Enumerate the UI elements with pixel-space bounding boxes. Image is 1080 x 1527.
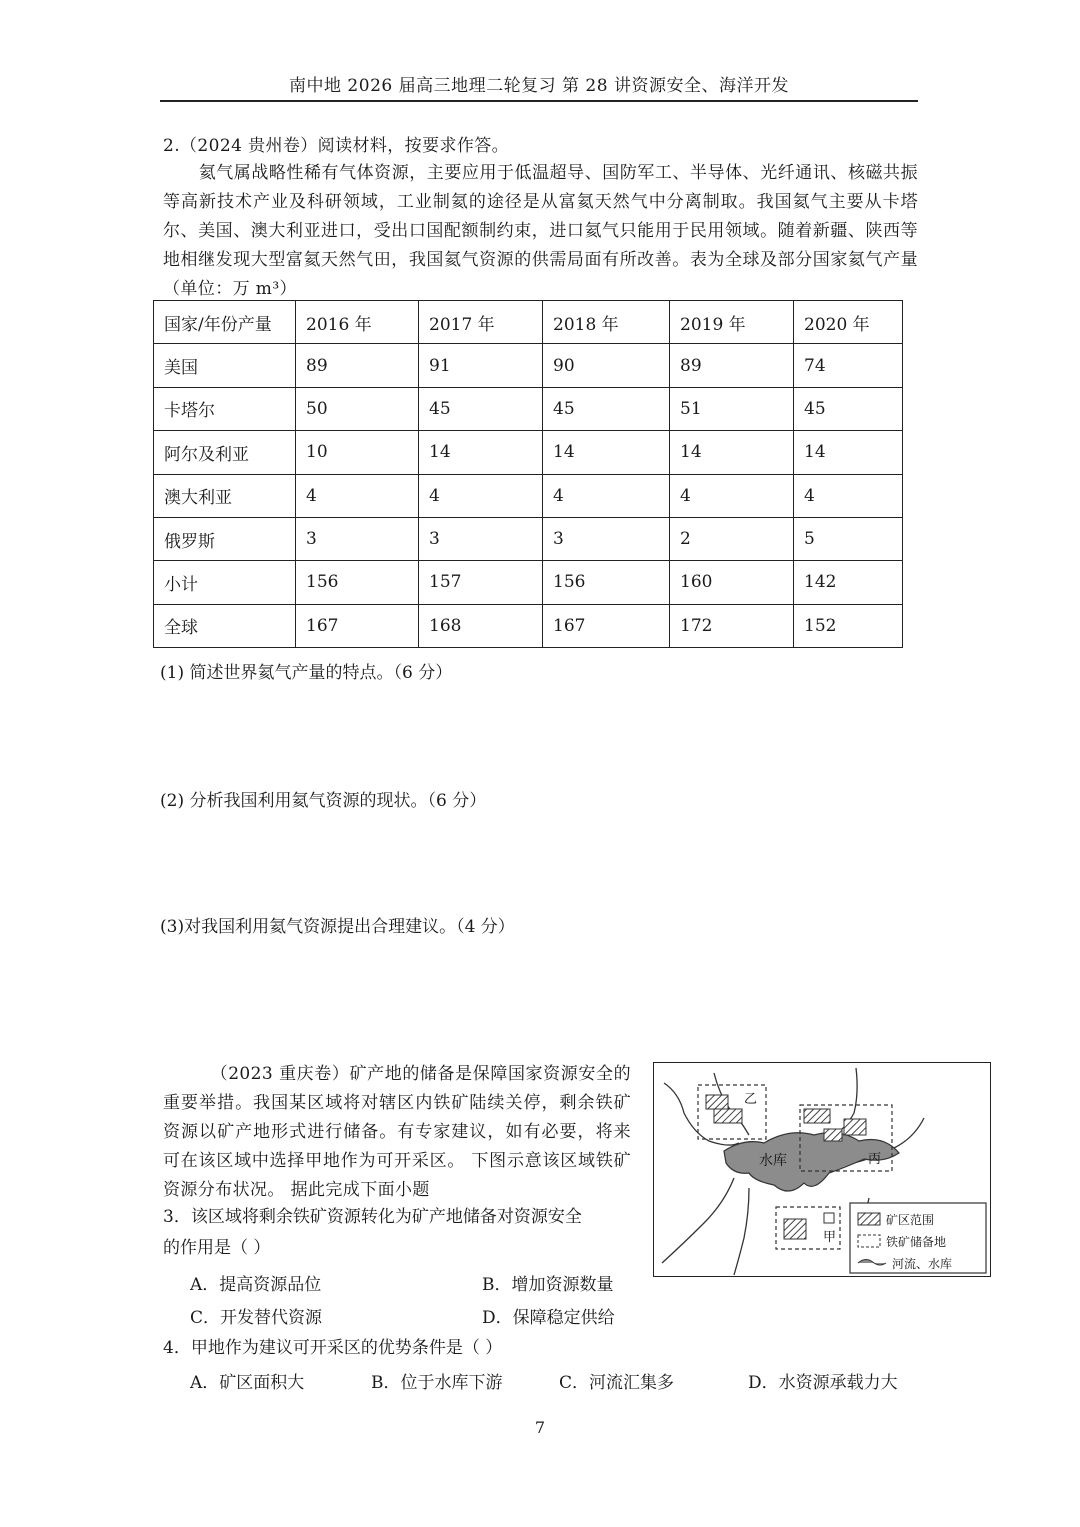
table-header-cell: 国家/年份产量 <box>154 301 296 344</box>
question-3-stem-line-2: 的作用是（ ） <box>163 1238 271 1258</box>
table-cell: 4 <box>670 474 794 517</box>
table-cell: 全球 <box>154 604 296 647</box>
table-cell: 14 <box>794 431 903 474</box>
question-2-title: 2.（2024 贵州卷）阅读材料，按要求作答。 <box>163 136 510 156</box>
mine-area <box>784 1219 806 1239</box>
mine-area <box>844 1119 866 1135</box>
table-cell: 89 <box>296 344 419 387</box>
question-4-stem: 4．甲地作为建议可开采区的优势条件是（ ） <box>163 1338 503 1358</box>
table-cell: 14 <box>543 431 670 474</box>
table-cell: 142 <box>794 561 903 604</box>
table-header-row <box>154 301 903 344</box>
table-cell: 14 <box>670 431 794 474</box>
table-cell: 4 <box>296 474 419 517</box>
mine-area <box>706 1095 728 1109</box>
table-cell: 小计 <box>154 561 296 604</box>
legend-mine-label: 矿区范围 <box>886 1213 935 1227</box>
table-cell: 3 <box>296 517 419 560</box>
table-cell: 3 <box>419 517 543 560</box>
table-row <box>154 561 903 604</box>
table-cell: 156 <box>543 561 670 604</box>
table-cell: 3 <box>543 517 670 560</box>
table-cell: 5 <box>794 517 903 560</box>
table-cell: 澳大利亚 <box>154 474 296 517</box>
table-header-cell: 2019 年 <box>670 301 794 344</box>
question-3-option-d[interactable]: D．保障稳定供给 <box>482 1308 615 1328</box>
table-cell: 45 <box>419 387 543 430</box>
table-cell: 156 <box>296 561 419 604</box>
table-row <box>154 604 903 647</box>
table-cell: 2 <box>670 517 794 560</box>
table-cell: 4 <box>794 474 903 517</box>
passage-2-intro: （2023 重庆卷）矿产地的储备是保障国家资源安全的重要举措。我国某区域将对辖区内铁矿陆续关停，剩余铁矿资源以矿产地形式进行储备。有专家建议，如有必要，将来可在该区域中选择甲地作为可开采区。 下图示意该区域铁矿资源分布状况。 据此完成下面小题 <box>163 1064 631 1200</box>
table-header-cell: 2017 年 <box>419 301 543 344</box>
mine-area <box>824 1129 842 1141</box>
table-cell: 阿尔及利亚 <box>154 431 296 474</box>
table-cell: 50 <box>296 387 419 430</box>
table-row <box>154 431 903 474</box>
site-yi-label: 乙 <box>744 1092 758 1107</box>
helium-production-table <box>153 300 903 648</box>
iron-ore-map <box>653 1062 991 1277</box>
river-line <box>734 1188 749 1275</box>
table-cell: 俄罗斯 <box>154 517 296 560</box>
table-cell: 4 <box>419 474 543 517</box>
question-3-option-a[interactable]: A．提高资源品位 <box>190 1275 322 1295</box>
sub-question-3: (3)对我国利用氦气资源提出合理建议。（4 分） <box>160 917 515 937</box>
table-cell: 172 <box>670 604 794 647</box>
table-cell: 卡塔尔 <box>154 387 296 430</box>
table-cell: 91 <box>419 344 543 387</box>
table-cell: 89 <box>670 344 794 387</box>
mine-area <box>714 1109 742 1123</box>
question-3-option-b[interactable]: B．增加资源数量 <box>482 1275 614 1295</box>
page-number: 7 <box>534 1418 546 1437</box>
table-cell: 168 <box>419 604 543 647</box>
question-3-stem-line-1: 3．该区域将剩余铁矿资源转化为矿产地储备对资源安全 <box>163 1207 582 1227</box>
page-header: 南中地 2026 届高三地理二轮复习 第 28 讲资源安全、海洋开发 <box>160 72 918 102</box>
table-cell: 14 <box>419 431 543 474</box>
question-4-option-c[interactable]: C．河流汇集多 <box>559 1373 675 1393</box>
question-2-paragraph: 氦气属战略性稀有气体资源，主要应用于低温超导、国防军工、半导体、光纤通讯、核磁共振等高新技术产业及科研领域，工业制氦的途径是从富氦天然气中分离制取。我国氦气主要从卡塔尔、美国、澳大利亚进口，受出口国配额制约束，进口氦气只能用于民用领域。随着新疆、陕西等地相继发现大型富氦天然气田，我国氦气资源的供需局面有所改善。表为全球及部分国家氦气产量（单位：万 m³） <box>163 163 918 299</box>
legend-reserve-label: 铁矿储备地 <box>886 1235 947 1249</box>
legend-river-label: 河流、水库 <box>892 1257 953 1271</box>
table-row <box>154 474 903 517</box>
table-cell: 74 <box>794 344 903 387</box>
question-3-option-c[interactable]: C．开发替代资源 <box>190 1308 323 1328</box>
table-cell: 167 <box>296 604 419 647</box>
table-cell: 美国 <box>154 344 296 387</box>
table-cell: 90 <box>543 344 670 387</box>
table-row <box>154 344 903 387</box>
table-cell: 45 <box>794 387 903 430</box>
site-jia-label: 甲 <box>823 1230 837 1245</box>
river-line <box>662 1178 734 1263</box>
table-cell: 51 <box>670 387 794 430</box>
table-header-cell: 2016 年 <box>296 301 419 344</box>
mine-area <box>804 1109 830 1123</box>
table-cell: 152 <box>794 604 903 647</box>
map-drawing <box>654 1063 990 1276</box>
table-cell: 4 <box>543 474 670 517</box>
site-bing-label: 丙 <box>868 1152 882 1167</box>
reservoir-label: 水库 <box>759 1153 787 1169</box>
sub-question-1: (1) 简述世界氦气产量的特点。（6 分） <box>160 663 453 683</box>
table-header-cell: 2020 年 <box>794 301 903 344</box>
table-row <box>154 517 903 560</box>
table-cell: 157 <box>419 561 543 604</box>
mine-area <box>824 1213 834 1223</box>
legend-mine-swatch <box>858 1213 880 1225</box>
table-row <box>154 387 903 430</box>
sub-question-2: (2) 分析我国利用氦气资源的现状。（6 分） <box>160 791 487 811</box>
table-cell: 167 <box>543 604 670 647</box>
table-cell: 160 <box>670 561 794 604</box>
question-4-option-b[interactable]: B．位于水库下游 <box>371 1373 503 1393</box>
table-header-cell: 2018 年 <box>543 301 670 344</box>
question-4-option-a[interactable]: A．矿区面积大 <box>190 1373 305 1393</box>
table-cell: 45 <box>543 387 670 430</box>
question-4-option-d[interactable]: D．水资源承载力大 <box>748 1373 898 1393</box>
table-cell: 10 <box>296 431 419 474</box>
